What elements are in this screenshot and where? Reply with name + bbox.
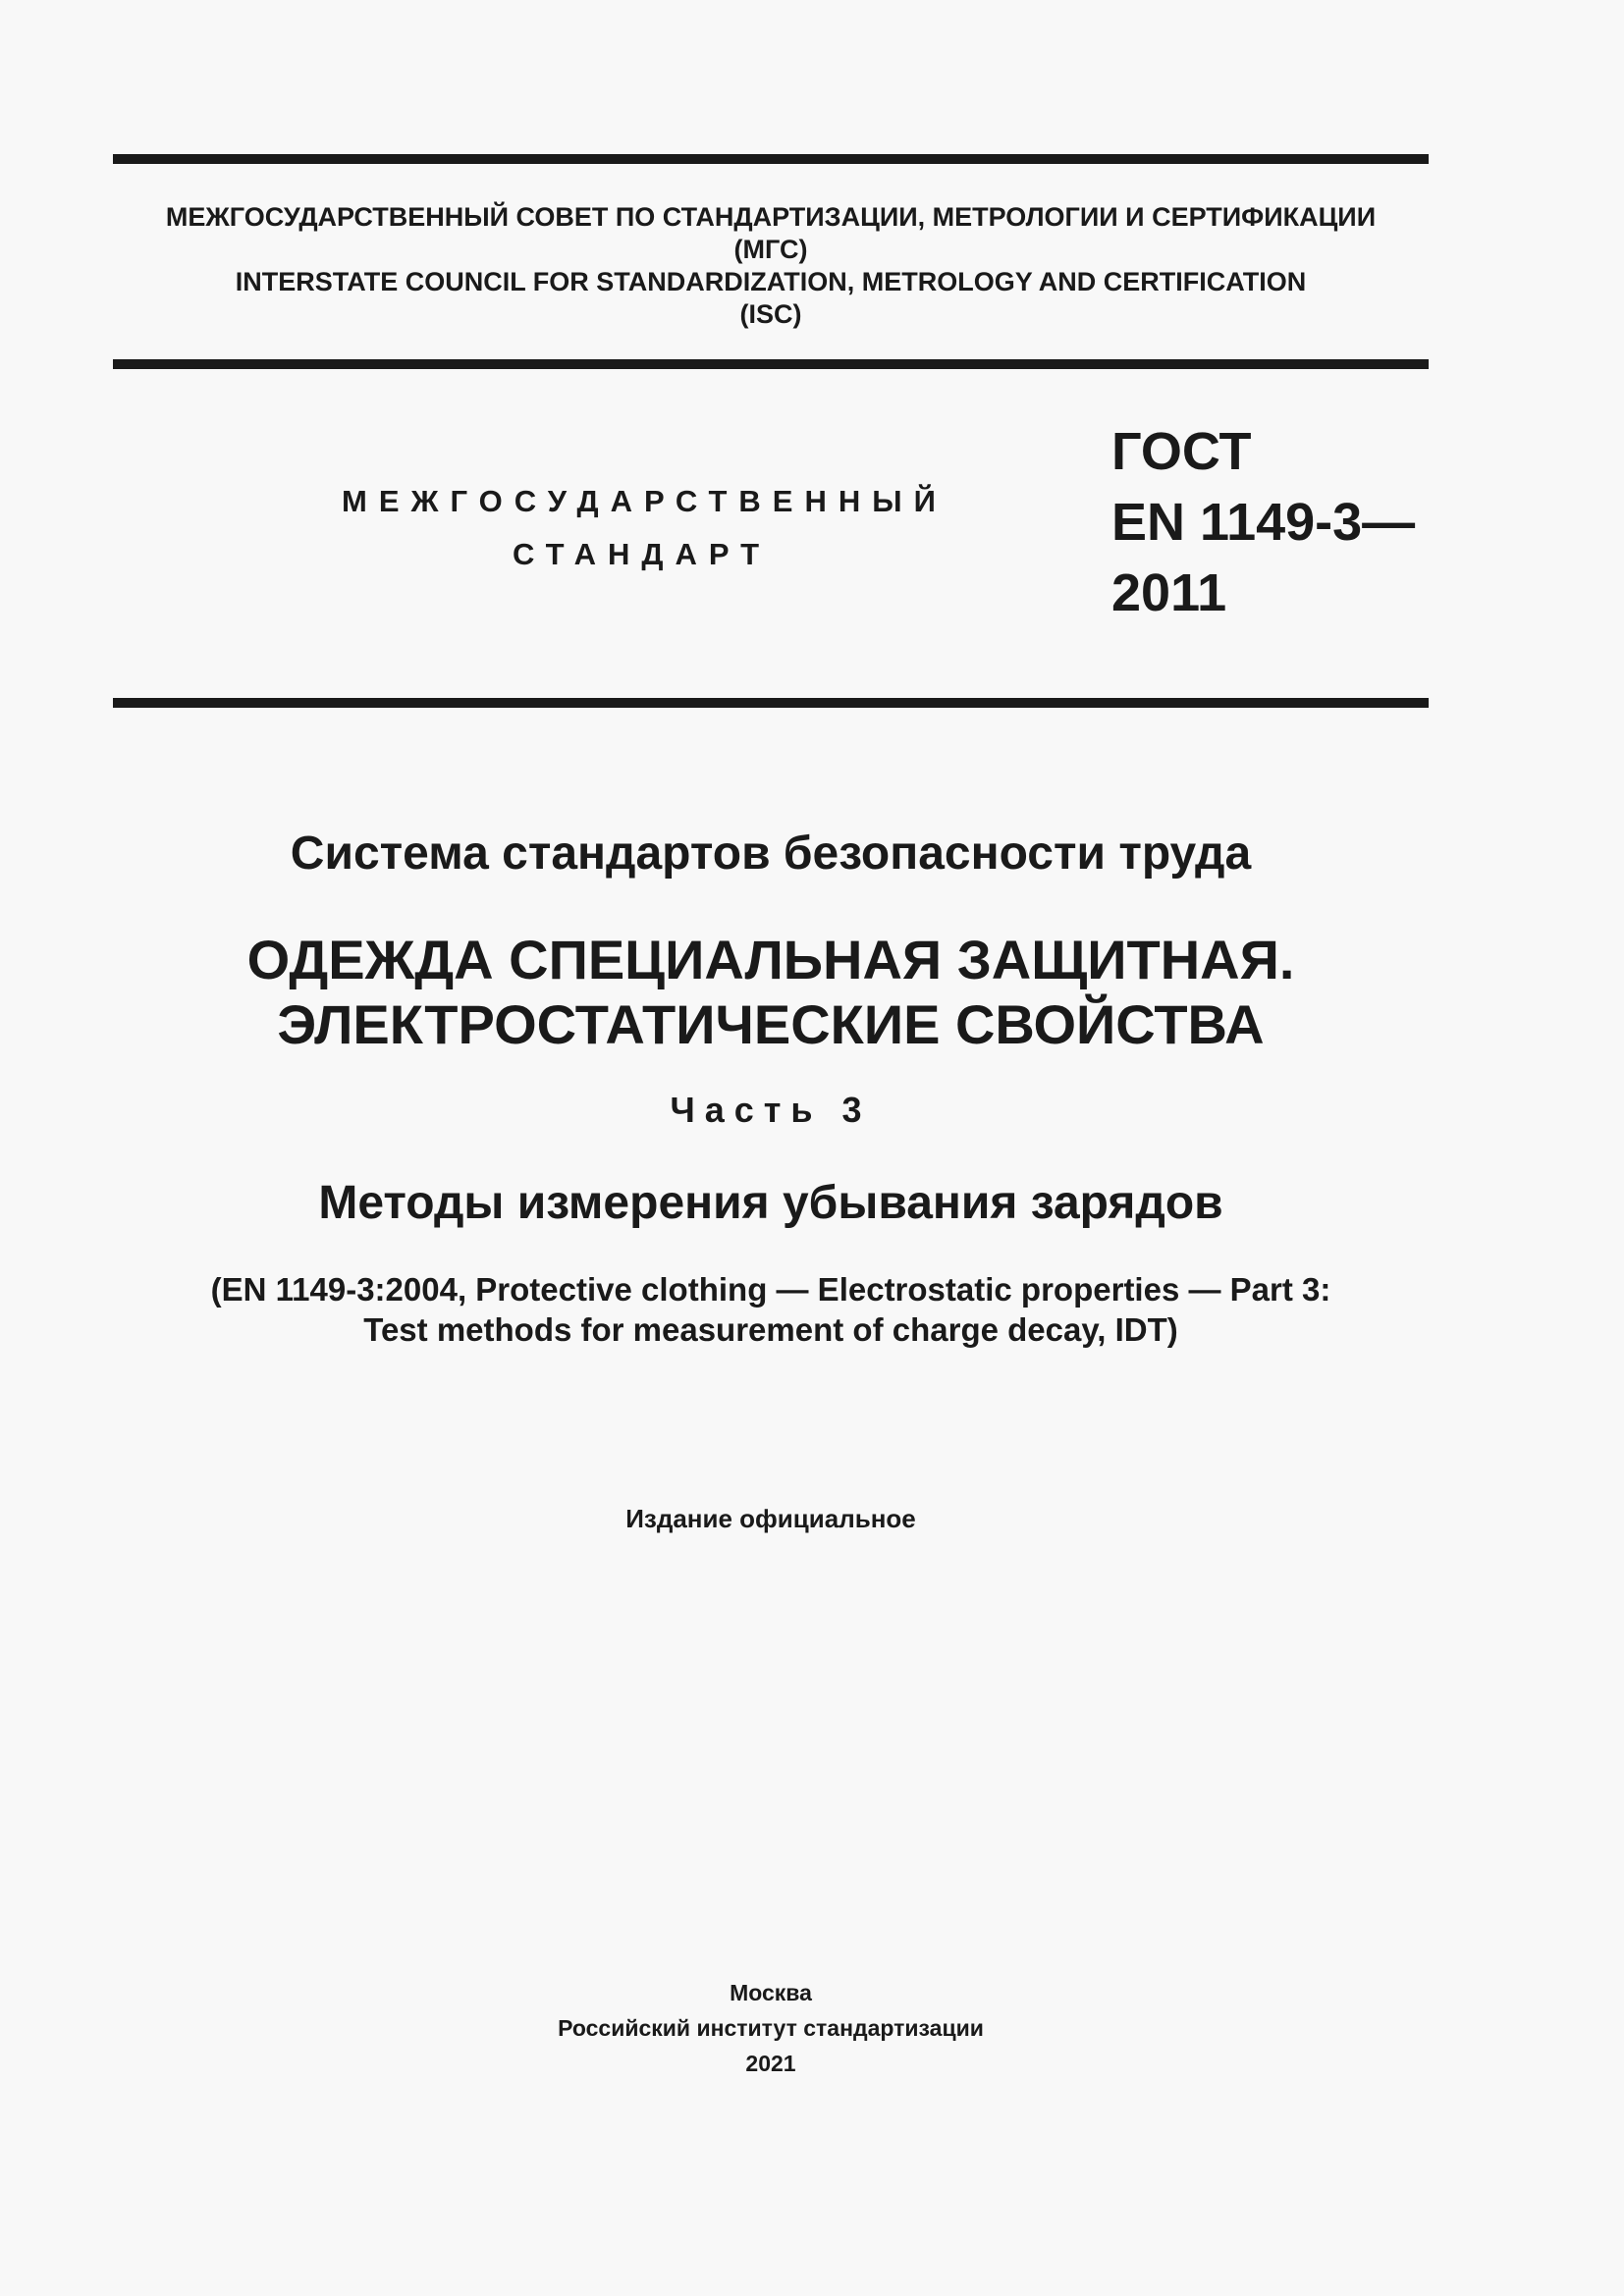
- title-line2: ЭЛЕКТРОСТАТИЧЕСКИЕ СВОЙСТВА: [277, 993, 1265, 1055]
- council-abbr-ru: (МГС): [733, 235, 808, 264]
- council-name-en: INTERSTATE COUNCIL FOR STANDARDIZATION, METROLOGY AND CERTIFICATION: [235, 267, 1307, 296]
- designation-rule: [113, 698, 1429, 708]
- council-header: [0, 201, 1542, 331]
- imprint-year: 2021: [745, 2051, 796, 2076]
- edition-label: Издание официальное: [625, 1504, 916, 1533]
- standard-designation: [1111, 416, 1415, 628]
- part-number: Часть 3: [670, 1090, 872, 1130]
- designation-line3: 2011: [1111, 563, 1227, 622]
- imprint-publisher: Российский институт стандартизации: [558, 2015, 984, 2041]
- document-title: [0, 928, 1542, 1057]
- designation-line2: EN 1149-3—: [1111, 493, 1416, 552]
- top-rule: [113, 154, 1429, 164]
- title-line1: ОДЕЖДА СПЕЦИАЛЬНАЯ ЗАЩИТНАЯ.: [246, 929, 1295, 990]
- en-reference-line1: (EN 1149-3:2004, Protective clothing — Electrostatic properties — Part 3:: [210, 1271, 1331, 1308]
- en-reference: [0, 1269, 1542, 1350]
- en-reference-line2: Test methods for measurement of charge decay, IDT): [363, 1311, 1178, 1348]
- document-subtitle: Методы измерения убывания зарядов: [318, 1177, 1223, 1229]
- council-abbr-en: (ISC): [739, 299, 802, 329]
- imprint: [0, 1975, 1542, 2081]
- council-name-ru: МЕЖГОСУДАРСТВЕННЫЙ СОВЕТ ПО СТАНДАРТИЗАЦИИ, МЕТРОЛОГИИ И СЕРТИФИКАЦИИ: [165, 202, 1377, 232]
- standard-type-line2: СТАНДАРТ: [513, 537, 772, 571]
- imprint-city: Москва: [730, 1980, 812, 2005]
- series-title: Система стандартов безопасности труда: [290, 828, 1252, 880]
- standard-type-line1: МЕЖГОСУДАРСТВЕННЫЙ: [342, 484, 947, 518]
- designation-line1: ГОСТ: [1111, 422, 1252, 481]
- header-bottom-rule: [113, 359, 1429, 369]
